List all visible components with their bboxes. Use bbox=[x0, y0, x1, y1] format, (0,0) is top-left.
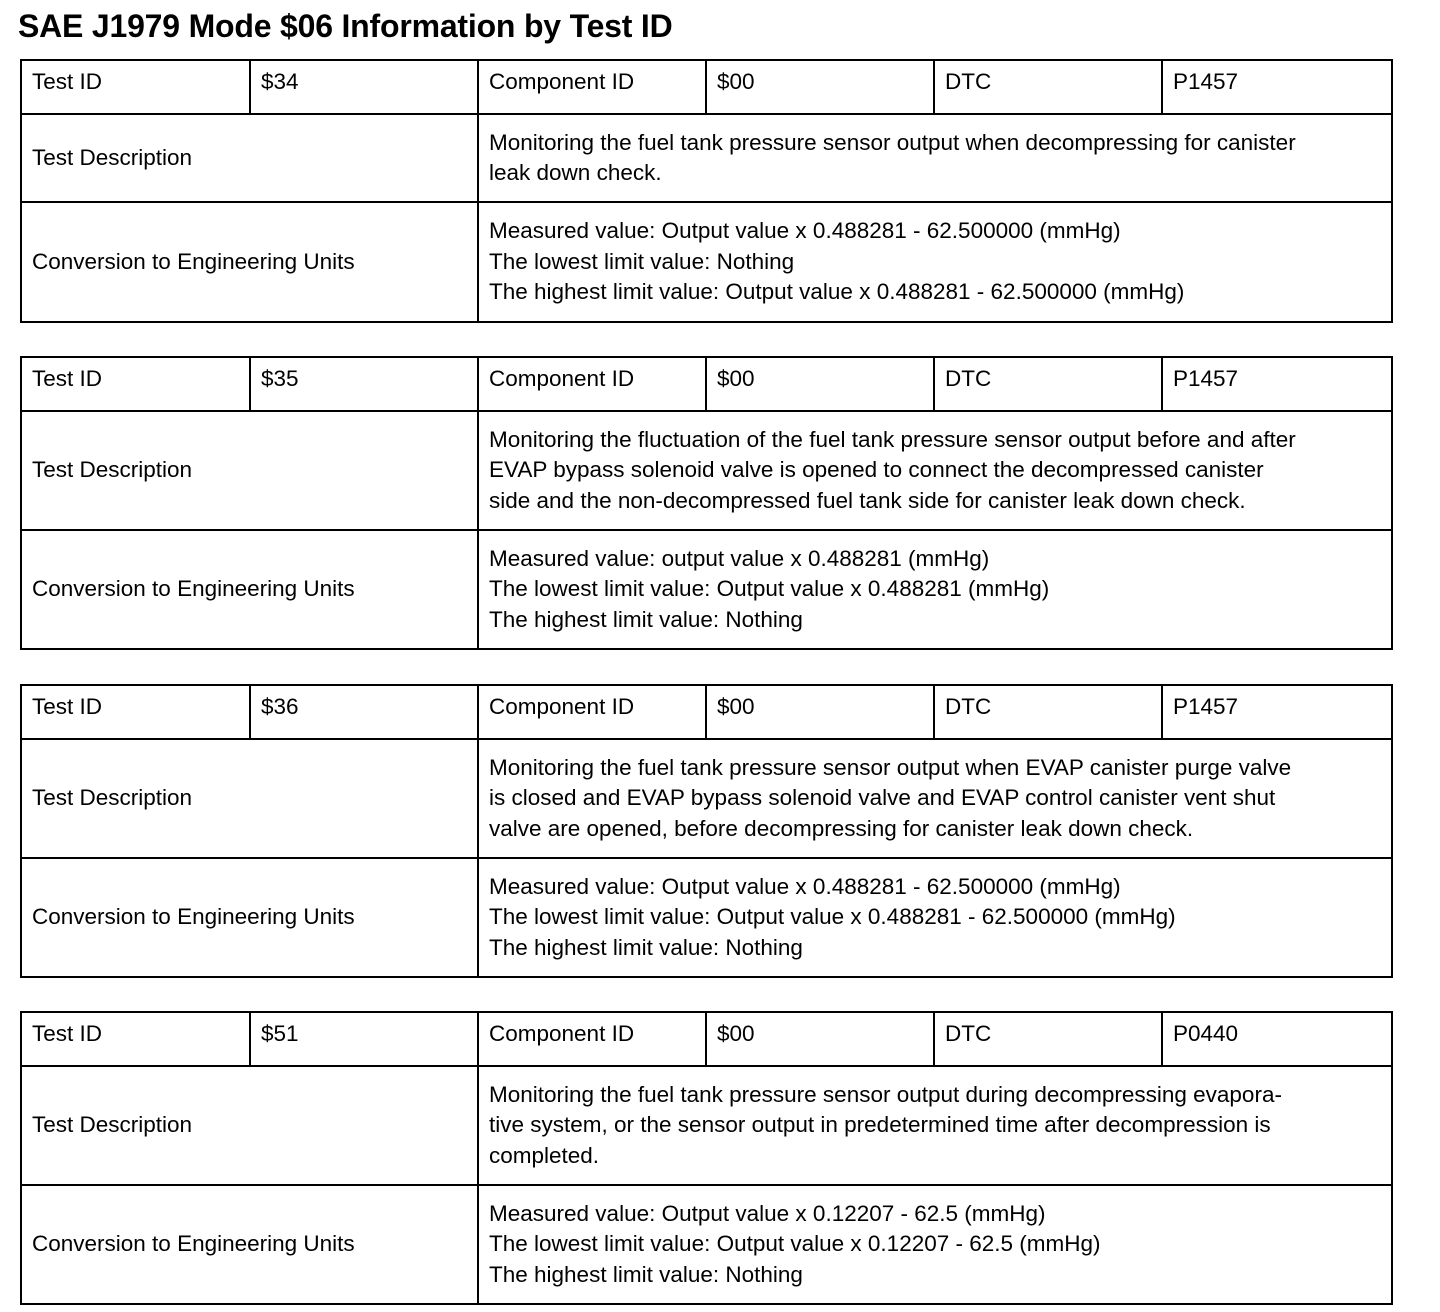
test-description-label: Test Description bbox=[21, 114, 478, 202]
description-row bbox=[21, 114, 1392, 202]
page-title: SAE J1979 Mode $06 Information by Test ID bbox=[18, 8, 673, 44]
header-row bbox=[21, 685, 1392, 739]
conversion-line: The highest limit value: Nothing bbox=[489, 934, 803, 960]
conversion-line: The lowest limit value: Output value x 0.488281 - 62.500000 (mmHg) bbox=[489, 904, 1176, 930]
conversion-text bbox=[478, 1185, 1392, 1304]
description-line: Monitoring the fuel tank pressure sensor output when decompressing for canister bbox=[489, 129, 1296, 155]
conversion-row bbox=[21, 530, 1392, 649]
dtc-value: P0440 bbox=[1162, 1012, 1392, 1066]
conversion-row bbox=[21, 202, 1392, 322]
conversion-label: Conversion to Engineering Units bbox=[21, 530, 478, 649]
conversion-line: The lowest limit value: Nothing bbox=[489, 248, 795, 274]
dtc-value: P1457 bbox=[1162, 60, 1392, 114]
header-row bbox=[21, 60, 1392, 114]
component-id-value: $00 bbox=[706, 685, 934, 739]
description-row bbox=[21, 739, 1392, 858]
conversion-label: Conversion to Engineering Units bbox=[21, 202, 478, 322]
component-id-value: $00 bbox=[706, 1012, 934, 1066]
conversion-line: Measured value: Output value x 0.488281 - 62.500000 (mmHg) bbox=[489, 218, 1121, 244]
dtc-value: P1457 bbox=[1162, 357, 1392, 411]
dtc-label: DTC bbox=[934, 1012, 1162, 1066]
test-id-value: $35 bbox=[250, 357, 478, 411]
description-row bbox=[21, 1066, 1392, 1185]
test-table-34 bbox=[20, 59, 1393, 323]
conversion-line: Measured value: Output value x 0.12207 - 62.5 (mmHg) bbox=[489, 1200, 1046, 1226]
description-row bbox=[21, 411, 1392, 530]
test-description-label: Test Description bbox=[21, 411, 478, 530]
dtc-label: DTC bbox=[934, 60, 1162, 114]
dtc-label: DTC bbox=[934, 685, 1162, 739]
conversion-line: The highest limit value: Nothing bbox=[489, 1261, 803, 1287]
conversion-line: The lowest limit value: Output value x 0.12207 - 62.5 (mmHg) bbox=[489, 1231, 1101, 1257]
description-line: Monitoring the fluctuation of the fuel tank pressure sensor output before and after bbox=[489, 426, 1296, 452]
description-line: side and the non-decompressed fuel tank side for canister leak down check. bbox=[489, 487, 1246, 513]
conversion-line: Measured value: output value x 0.488281 (mmHg) bbox=[489, 545, 990, 571]
conversion-text bbox=[478, 202, 1392, 322]
test-table-51 bbox=[20, 1011, 1393, 1305]
test-id-value: $34 bbox=[250, 60, 478, 114]
test-table-36 bbox=[20, 684, 1393, 978]
header-row bbox=[21, 1012, 1392, 1066]
conversion-line: The lowest limit value: Output value x 0.488281 (mmHg) bbox=[489, 576, 1050, 602]
description-line: Monitoring the fuel tank pressure sensor output during decompressing evapora- bbox=[489, 1081, 1282, 1107]
header-row bbox=[21, 357, 1392, 411]
component-id-label: Component ID bbox=[478, 357, 706, 411]
test-description-text bbox=[478, 1066, 1392, 1185]
conversion-line: The highest limit value: Output value x 0.488281 - 62.500000 (mmHg) bbox=[489, 279, 1185, 305]
test-id-value: $51 bbox=[250, 1012, 478, 1066]
test-description-text bbox=[478, 739, 1392, 858]
test-description-text bbox=[478, 114, 1392, 202]
test-id-label: Test ID bbox=[21, 685, 250, 739]
dtc-label: DTC bbox=[934, 357, 1162, 411]
description-line: completed. bbox=[489, 1142, 600, 1168]
component-id-label: Component ID bbox=[478, 685, 706, 739]
test-id-label: Test ID bbox=[21, 60, 250, 114]
description-line: leak down check. bbox=[489, 160, 662, 185]
conversion-text bbox=[478, 530, 1392, 649]
test-id-label: Test ID bbox=[21, 357, 250, 411]
test-description-label: Test Description bbox=[21, 739, 478, 858]
description-line: tive system, or the sensor output in predetermined time after decompression is bbox=[489, 1112, 1271, 1138]
conversion-row bbox=[21, 1185, 1392, 1304]
test-id-value: $36 bbox=[250, 685, 478, 739]
description-line: is closed and EVAP bypass solenoid valve and EVAP control canister vent shut bbox=[489, 785, 1276, 811]
conversion-line: Measured value: Output value x 0.488281 - 62.500000 (mmHg) bbox=[489, 873, 1121, 899]
component-id-label: Component ID bbox=[478, 60, 706, 114]
conversion-line: The highest limit value: Nothing bbox=[489, 606, 803, 632]
description-line: Monitoring the fuel tank pressure sensor output when EVAP canister purge valve bbox=[489, 754, 1292, 780]
component-id-value: $00 bbox=[706, 357, 934, 411]
dtc-value: P1457 bbox=[1162, 685, 1392, 739]
test-description-text bbox=[478, 411, 1392, 530]
test-description-label: Test Description bbox=[21, 1066, 478, 1185]
conversion-label: Conversion to Engineering Units bbox=[21, 1185, 478, 1304]
component-id-label: Component ID bbox=[478, 1012, 706, 1066]
conversion-label: Conversion to Engineering Units bbox=[21, 858, 478, 977]
test-id-label: Test ID bbox=[21, 1012, 250, 1066]
description-line: valve are opened, before decompressing for canister leak down check. bbox=[489, 815, 1194, 841]
conversion-text bbox=[478, 858, 1392, 977]
description-line: EVAP bypass solenoid valve is opened to connect the decompressed canister bbox=[489, 457, 1264, 483]
component-id-value: $00 bbox=[706, 60, 934, 114]
test-table-35 bbox=[20, 356, 1393, 650]
conversion-row bbox=[21, 858, 1392, 977]
